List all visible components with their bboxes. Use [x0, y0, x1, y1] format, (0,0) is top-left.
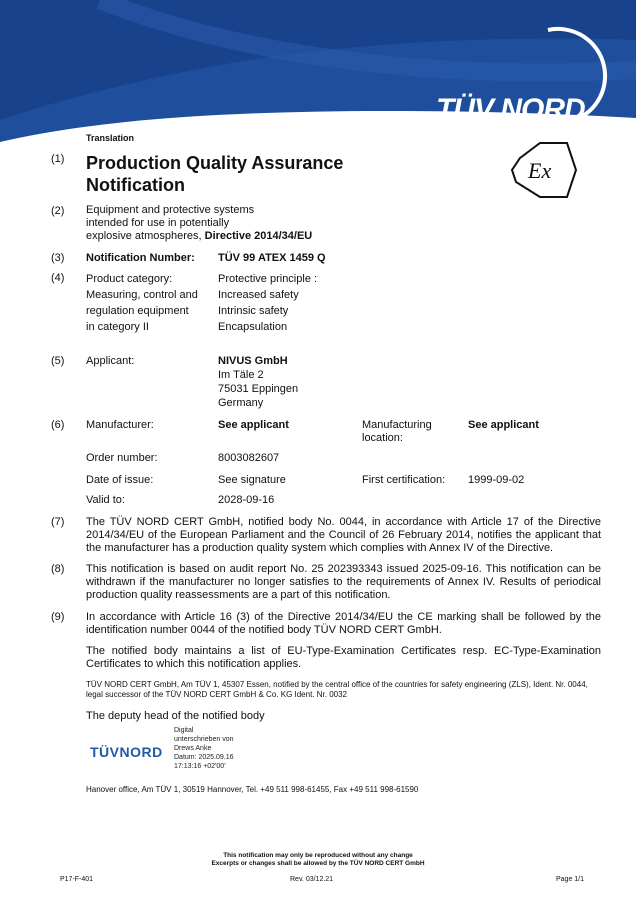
form-id: P17-F-401	[60, 876, 94, 883]
directive-text: explosive atmospheres,	[86, 230, 205, 242]
signature-line: Drews Anke	[174, 745, 212, 752]
deputy-label: The deputy head of the notified body	[86, 710, 265, 722]
directive-name: Directive 2014/34/EU	[204, 230, 313, 242]
manufacturer-label: Manufacturer:	[86, 419, 154, 431]
page-title	[86, 152, 343, 196]
category-line: regulation equipment	[86, 305, 189, 317]
digital-signature	[174, 726, 234, 771]
translation-label: Translation	[86, 133, 135, 143]
title-line: Notification	[86, 175, 185, 195]
signature-line: 17:13:16 +02'00'	[174, 763, 226, 770]
location-label-line: location:	[362, 432, 403, 444]
address-line: 75031 Eppingen	[218, 383, 299, 395]
principle-line: Intrinsic safety	[218, 305, 289, 317]
section-9-text: In accordance with Article 16 (3) of the Directive 2014/34/EU the CE marking shall be followed by the identification number 0044 of the notified body TÜV NORD CERT GmbH.	[86, 611, 601, 636]
issue-label: Date of issue:	[86, 474, 154, 486]
product-category	[86, 271, 198, 335]
office-line: Hanover office, Am TÜV 1, 30519 Hannover, Tel. +49 511 998-61455, Fax +49 511 998-61590	[86, 785, 419, 794]
legal-note: TÜV NORD CERT GmbH, Am TÜV 1, 45307 Essen, notified by the central office of the countries for safety engineering (ZLS), Ident. Nr. 0044, legal successor of the TÜV NORD CERT GmbH & Co. KG Ident. Nr. 0032	[86, 680, 588, 699]
principle-line: Increased safety	[218, 289, 299, 301]
signature-line: Digital	[174, 727, 194, 734]
signature-line: Datum: 2025.09.16	[174, 754, 234, 761]
section-number: (9)	[51, 611, 65, 623]
first-cert-value: 1999-09-02	[468, 474, 525, 486]
directive-line: intended for use in potentially	[86, 217, 230, 229]
applicant-label: Applicant:	[86, 355, 135, 367]
address-line: Im Täle 2	[218, 369, 264, 381]
section-number: (7)	[51, 516, 65, 528]
manufacturer-value: See applicant	[218, 419, 289, 431]
footer-notice-1: This notification may only be reproduced without any change	[223, 852, 413, 859]
category-line: Measuring, control and	[86, 289, 198, 301]
principle-line: Encapsulation	[218, 321, 288, 333]
location-label	[362, 419, 432, 445]
protective-principle	[218, 271, 317, 335]
notification-number-label: Notification Number:	[86, 252, 195, 264]
signature-line: unterschrieben von	[174, 736, 234, 743]
directive-block	[86, 204, 312, 243]
section-number: (3)	[51, 252, 65, 264]
location-value: See applicant	[468, 419, 539, 431]
section-number: (1)	[51, 153, 65, 165]
ex-mark-text: Ex	[528, 158, 552, 183]
category-line: Product category:	[86, 273, 173, 285]
notification-number-value: TÜV 99 ATEX 1459 Q	[218, 252, 326, 264]
principle-line: Protective principle :	[218, 273, 318, 285]
tuv-nord-signature-logo: TÜVNORD	[90, 744, 163, 760]
title-line: Production Quality Assurance	[86, 153, 344, 173]
section-number: (5)	[51, 355, 65, 367]
page-number: Page 1/1	[556, 876, 585, 883]
applicant-address	[218, 354, 298, 410]
section-7-text: The TÜV NORD CERT GmbH, notified body No. 0044, in accordance with Article 17 of the Directive 2014/34/EU of the European Parliament and the Council of 26 February 2014, notifies the applicant that the manufacturer has a production quality system which complies with Annex IV of the Directive.	[86, 516, 601, 554]
location-label-line: Manufacturing	[362, 419, 432, 431]
first-cert-label: First certification:	[362, 474, 446, 486]
section-number: (4)	[51, 272, 65, 284]
footer-notice-2: Excerpts or changes shall be allowed by the TÜV NORD CERT GmbH	[211, 860, 425, 867]
order-label: Order number:	[86, 452, 158, 464]
applicant-name: NIVUS GmbH	[218, 355, 288, 367]
order-value: 8003082607	[218, 452, 280, 464]
valid-label: Valid to:	[86, 494, 125, 506]
address-line: Germany	[218, 397, 264, 409]
directive-line	[86, 230, 312, 243]
revision: Rev. 03/12.21	[290, 876, 334, 883]
section-number: (6)	[51, 419, 65, 431]
section-9-text-2: The notified body maintains a list of EU-Type-Examination Certificates resp. EC-Type-Examination Certificates to which this notification applies.	[86, 645, 601, 670]
section-number: (8)	[51, 563, 65, 575]
directive-line: Equipment and protective systems	[86, 204, 255, 216]
category-line: in category II	[86, 321, 149, 333]
section-number: (2)	[51, 205, 65, 217]
section-8-text: This notification is based on audit report No. 25 202393343 issued 2025-09-16. This notification can be withdrawn if the manufacturer no longer satisfies to the requirements of Annex IV. Results of periodical production quality reassessments are a part of this notification.	[86, 563, 601, 601]
valid-value: 2028-09-16	[218, 494, 275, 506]
tuv-nord-logo: TÜV NORD	[436, 93, 585, 126]
issue-value: See signature	[218, 474, 286, 486]
